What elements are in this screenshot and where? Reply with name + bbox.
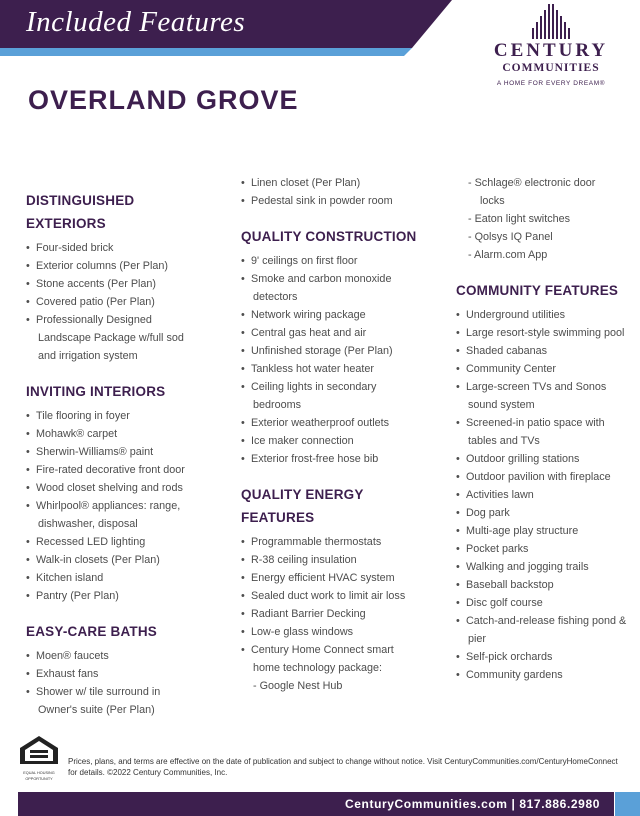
feature-item: [26, 551, 226, 569]
logo-building-icon: [531, 2, 571, 40]
feature-item: [456, 450, 640, 468]
feature-text: Walk-in closets (Per Plan): [36, 554, 160, 566]
bullet-icon: •: [241, 273, 245, 285]
feature-text: dishwasher, disposal: [38, 518, 138, 530]
bullet-icon: •: [241, 177, 245, 189]
section-title: EXTERIORS: [26, 216, 106, 231]
feature-text: Pedestal sink in powder room: [251, 195, 393, 207]
feature-text: Whirlpool® appliances: range,: [36, 500, 181, 512]
feature-text: Sherwin-Williams® paint: [36, 446, 154, 458]
feature-item: [241, 378, 441, 396]
logo-name: CENTURY: [493, 40, 609, 61]
feature-item: [456, 558, 640, 576]
feature-item: [456, 504, 640, 522]
feature-section: [241, 174, 441, 210]
bullet-icon: •: [26, 260, 30, 272]
feature-item: [241, 174, 441, 192]
feature-item: [26, 425, 226, 443]
footer-contact[interactable]: CenturyCommunities.com | 817.886.2980: [345, 797, 600, 811]
bullet-icon: •: [456, 309, 460, 321]
feature-item: [456, 324, 640, 342]
feature-item: [26, 479, 226, 497]
feature-text: Smoke and carbon monoxide: [251, 273, 392, 285]
feature-text: Radiant Barrier Decking: [251, 608, 366, 620]
feature-text: Network wiring package: [251, 309, 366, 321]
bullet-icon: •: [26, 410, 30, 422]
bullet-icon: •: [241, 626, 245, 638]
feature-text: R-38 ceiling insulation: [251, 554, 357, 566]
bullet-icon: •: [241, 572, 245, 584]
century-communities-logo: [476, 0, 626, 96]
bullet-icon: •: [241, 453, 245, 465]
section-title: COMMUNITY FEATURES: [456, 283, 619, 298]
feature-text: tables and TVs: [468, 435, 540, 447]
feature-item: [26, 275, 226, 293]
bullet-icon: •: [26, 572, 30, 584]
feature-text: Linen closet (Per Plan): [251, 177, 361, 189]
bullet-icon: •: [26, 278, 30, 290]
bullet-icon: •: [241, 435, 245, 447]
feature-item: [26, 293, 226, 311]
bullet-icon: •: [456, 327, 460, 339]
feature-list: [26, 407, 226, 605]
feature-item: [456, 648, 640, 666]
feature-text: Outdoor grilling stations: [466, 453, 580, 465]
feature-text: Community gardens: [466, 669, 563, 681]
feature-item: [241, 396, 441, 414]
feature-section: [241, 225, 441, 468]
feature-text: Shower w/ tile surround in: [36, 686, 161, 698]
feature-subitem: - Google Nest Hub: [253, 680, 343, 692]
bullet-icon: •: [241, 644, 245, 656]
section-title: EASY-CARE BATHS: [26, 624, 158, 639]
feature-text: Baseball backstop: [466, 579, 554, 591]
feature-item: [26, 587, 226, 605]
bullet-icon: •: [26, 464, 30, 476]
equal-housing-logo: [18, 735, 60, 782]
feature-item: [456, 486, 640, 504]
bullet-icon: •: [241, 381, 245, 393]
feature-subitem: - Alarm.com App: [468, 249, 548, 261]
feature-item: [26, 569, 226, 587]
feature-item: [241, 450, 441, 468]
feature-item: [456, 360, 640, 378]
feature-item: [456, 594, 640, 612]
bullet-icon: •: [26, 554, 30, 566]
feature-item: [456, 342, 640, 360]
feature-text: Fire-rated decorative front door: [36, 464, 185, 476]
feature-text: and irrigation system: [38, 350, 138, 362]
feature-item: [241, 360, 441, 378]
section-title: DISTINGUISHED: [26, 193, 135, 208]
bullet-icon: •: [456, 597, 460, 609]
feature-item: [456, 378, 640, 396]
feature-text: pier: [468, 633, 487, 645]
bullet-icon: •: [26, 590, 30, 602]
feature-item: [241, 605, 441, 623]
header-banner: [0, 0, 452, 56]
feature-item: [241, 270, 441, 288]
feature-list: [26, 647, 226, 719]
feature-item: [456, 306, 640, 324]
feature-text: Underground utilities: [466, 309, 566, 321]
bullet-icon: •: [26, 296, 30, 308]
feature-text: Dog park: [466, 507, 510, 519]
feature-item: [456, 576, 640, 594]
feature-text: detectors: [253, 291, 298, 303]
feature-section: [456, 174, 640, 264]
feature-item: [456, 396, 640, 414]
feature-text: 9' ceilings on first floor: [251, 255, 358, 267]
feature-text: Moen® faucets: [36, 650, 109, 662]
feature-item: [241, 414, 441, 432]
bullet-icon: •: [456, 525, 460, 537]
feature-item: [26, 311, 226, 329]
feature-subitem: - Schlage® electronic door: [468, 177, 596, 189]
feature-section: [26, 380, 226, 605]
disclaimer-text: Prices, plans, and terms are effective on the date of publication and subject to change without notice. Visit CenturyCommunities.com/CenturyHomeConnect for details. ©2022 Century Communities, Inc.: [68, 757, 618, 777]
feature-list: [456, 306, 640, 684]
logo-tagline: A HOME FOR EVERY DREAM®: [496, 80, 606, 87]
feature-item: [456, 414, 640, 432]
section-title: QUALITY CONSTRUCTION: [241, 229, 417, 244]
bullet-icon: •: [26, 242, 30, 254]
feature-item: [241, 641, 441, 659]
feature-text: Wood closet shelving and rods: [36, 482, 183, 494]
feature-text: Central gas heat and air: [251, 327, 367, 339]
feature-subitem-cont: locks: [480, 195, 505, 207]
feature-item: [241, 252, 441, 270]
bullet-icon: •: [456, 543, 460, 555]
feature-text: Pantry (Per Plan): [36, 590, 119, 602]
feature-item: [26, 665, 226, 683]
bullet-icon: •: [26, 650, 30, 662]
bullet-icon: •: [241, 255, 245, 267]
feature-item: [456, 522, 640, 540]
feature-item: [456, 630, 640, 648]
equal-housing-line2: OPPORTUNITY: [25, 777, 53, 781]
feature-section: [241, 483, 441, 695]
bullet-icon: •: [241, 608, 245, 620]
feature-text: Multi-age play structure: [466, 525, 579, 537]
feature-section: [456, 279, 640, 684]
feature-item: [241, 342, 441, 360]
feature-text: Exhaust fans: [36, 668, 99, 680]
feature-item: [26, 461, 226, 479]
feature-item: [26, 329, 226, 347]
feature-item: [241, 192, 441, 210]
feature-item: [26, 239, 226, 257]
feature-item: [26, 497, 226, 515]
features-column-3: [456, 174, 640, 684]
bullet-icon: •: [26, 536, 30, 548]
feature-item: [26, 701, 226, 719]
feature-text: Ice maker connection: [251, 435, 354, 447]
feature-list: [456, 174, 640, 264]
feature-text: Pocket parks: [466, 543, 529, 555]
bullet-icon: •: [26, 482, 30, 494]
feature-text: Recessed LED lighting: [36, 536, 146, 548]
bullet-icon: •: [26, 446, 30, 458]
feature-item: [456, 432, 640, 450]
feature-text: Low-e glass windows: [251, 626, 354, 638]
feature-text: Disc golf course: [466, 597, 543, 609]
feature-item: [26, 515, 226, 533]
bullet-icon: •: [241, 327, 245, 339]
feature-text: Tankless hot water heater: [251, 363, 375, 375]
feature-item: [241, 432, 441, 450]
feature-subitem: - Qolsys IQ Panel: [468, 231, 553, 243]
feature-list: [26, 239, 226, 365]
bullet-icon: •: [456, 669, 460, 681]
bullet-icon: •: [241, 590, 245, 602]
bullet-icon: •: [456, 579, 460, 591]
feature-text: Landscape Package w/full sod: [38, 332, 184, 344]
feature-item: [241, 569, 441, 587]
section-title: FEATURES: [241, 510, 315, 525]
logo-sub: COMMUNITIES: [502, 62, 600, 74]
feature-text: bedrooms: [253, 399, 302, 411]
feature-text: Mohawk® carpet: [36, 428, 118, 440]
equal-housing-line1: EQUAL HOUSING: [23, 771, 55, 775]
feature-list: [241, 174, 441, 210]
bullet-icon: •: [456, 507, 460, 519]
feature-text: home technology package:: [253, 662, 383, 674]
feature-item: [26, 257, 226, 275]
feature-text: Century Home Connect smart: [251, 644, 394, 656]
feature-section: [26, 620, 226, 719]
bullet-icon: •: [241, 536, 245, 548]
bullet-icon: •: [456, 453, 460, 465]
feature-text: Owner's suite (Per Plan): [38, 704, 155, 716]
bullet-icon: •: [26, 668, 30, 680]
bullet-icon: •: [456, 417, 460, 429]
bullet-icon: •: [241, 309, 245, 321]
feature-text: Shaded cabanas: [466, 345, 548, 357]
feature-text: Community Center: [466, 363, 557, 375]
feature-text: Outdoor pavilion with fireplace: [466, 471, 611, 483]
features-column-2: [241, 174, 441, 695]
feature-text: Activities lawn: [466, 489, 534, 501]
equal-housing-icon: [18, 735, 60, 765]
features-column-1: [26, 174, 226, 719]
bullet-icon: •: [456, 345, 460, 357]
bullet-icon: •: [241, 195, 245, 207]
bullet-icon: •: [26, 428, 30, 440]
feature-list: [241, 252, 441, 468]
feature-text: Sealed duct work to limit air loss: [251, 590, 406, 602]
feature-text: Catch-and-release fishing pond &: [466, 615, 627, 627]
feature-item: [26, 407, 226, 425]
feature-text: Screened-in patio space with: [466, 417, 605, 429]
feature-item: [241, 324, 441, 342]
feature-item: [456, 468, 640, 486]
feature-item: [241, 587, 441, 605]
feature-text: Covered patio (Per Plan): [36, 296, 155, 308]
feature-text: Stone accents (Per Plan): [36, 278, 157, 290]
bullet-icon: •: [456, 651, 460, 663]
feature-text: Kitchen island: [36, 572, 104, 584]
bullet-icon: •: [456, 363, 460, 375]
section-title: INVITING INTERIORS: [26, 384, 166, 399]
feature-text: Large resort-style swimming pool: [466, 327, 625, 339]
feature-text: Walking and jogging trails: [466, 561, 589, 573]
bullet-icon: •: [456, 381, 460, 393]
feature-text: Energy efficient HVAC system: [251, 572, 395, 584]
feature-list: [241, 533, 441, 695]
feature-text: Unfinished storage (Per Plan): [251, 345, 393, 357]
feature-item: [26, 647, 226, 665]
feature-text: Four-sided brick: [36, 242, 114, 254]
bullet-icon: •: [26, 686, 30, 698]
banner-title: Included Features: [26, 6, 246, 38]
feature-item: [241, 551, 441, 569]
feature-subitem: - Eaton light switches: [468, 213, 571, 225]
feature-text: Programmable thermostats: [251, 536, 382, 548]
bullet-icon: •: [26, 314, 30, 326]
feature-text: Tile flooring in foyer: [36, 410, 130, 422]
bullet-icon: •: [456, 471, 460, 483]
bullet-icon: •: [241, 345, 245, 357]
feature-item: [241, 288, 441, 306]
feature-item: [26, 347, 226, 365]
feature-item: [456, 540, 640, 558]
bullet-icon: •: [456, 615, 460, 627]
feature-item: [26, 443, 226, 461]
bullet-icon: •: [241, 417, 245, 429]
feature-item: [241, 533, 441, 551]
community-name: OVERLAND GROVE: [28, 85, 299, 115]
feature-item: [456, 612, 640, 630]
feature-item: [241, 306, 441, 324]
bullet-icon: •: [456, 489, 460, 501]
feature-text: sound system: [468, 399, 535, 411]
bullet-icon: •: [241, 363, 245, 375]
feature-item: [456, 666, 640, 684]
feature-item: [241, 659, 441, 677]
feature-item: [241, 623, 441, 641]
bullet-icon: •: [26, 500, 30, 512]
section-title: QUALITY ENERGY: [241, 487, 364, 502]
feature-item: [26, 683, 226, 701]
feature-text: Ceiling lights in secondary: [251, 381, 377, 393]
bullet-icon: •: [241, 554, 245, 566]
feature-text: Exterior columns (Per Plan): [36, 260, 169, 272]
feature-text: Self-pick orchards: [466, 651, 553, 663]
feature-text: Exterior weatherproof outlets: [251, 417, 390, 429]
feature-text: Large-screen TVs and Sonos: [466, 381, 607, 393]
feature-item: [26, 533, 226, 551]
bullet-icon: •: [456, 561, 460, 573]
feature-section: [26, 189, 226, 365]
feature-text: Professionally Designed: [36, 314, 152, 326]
feature-text: Exterior frost-free hose bib: [251, 453, 379, 465]
